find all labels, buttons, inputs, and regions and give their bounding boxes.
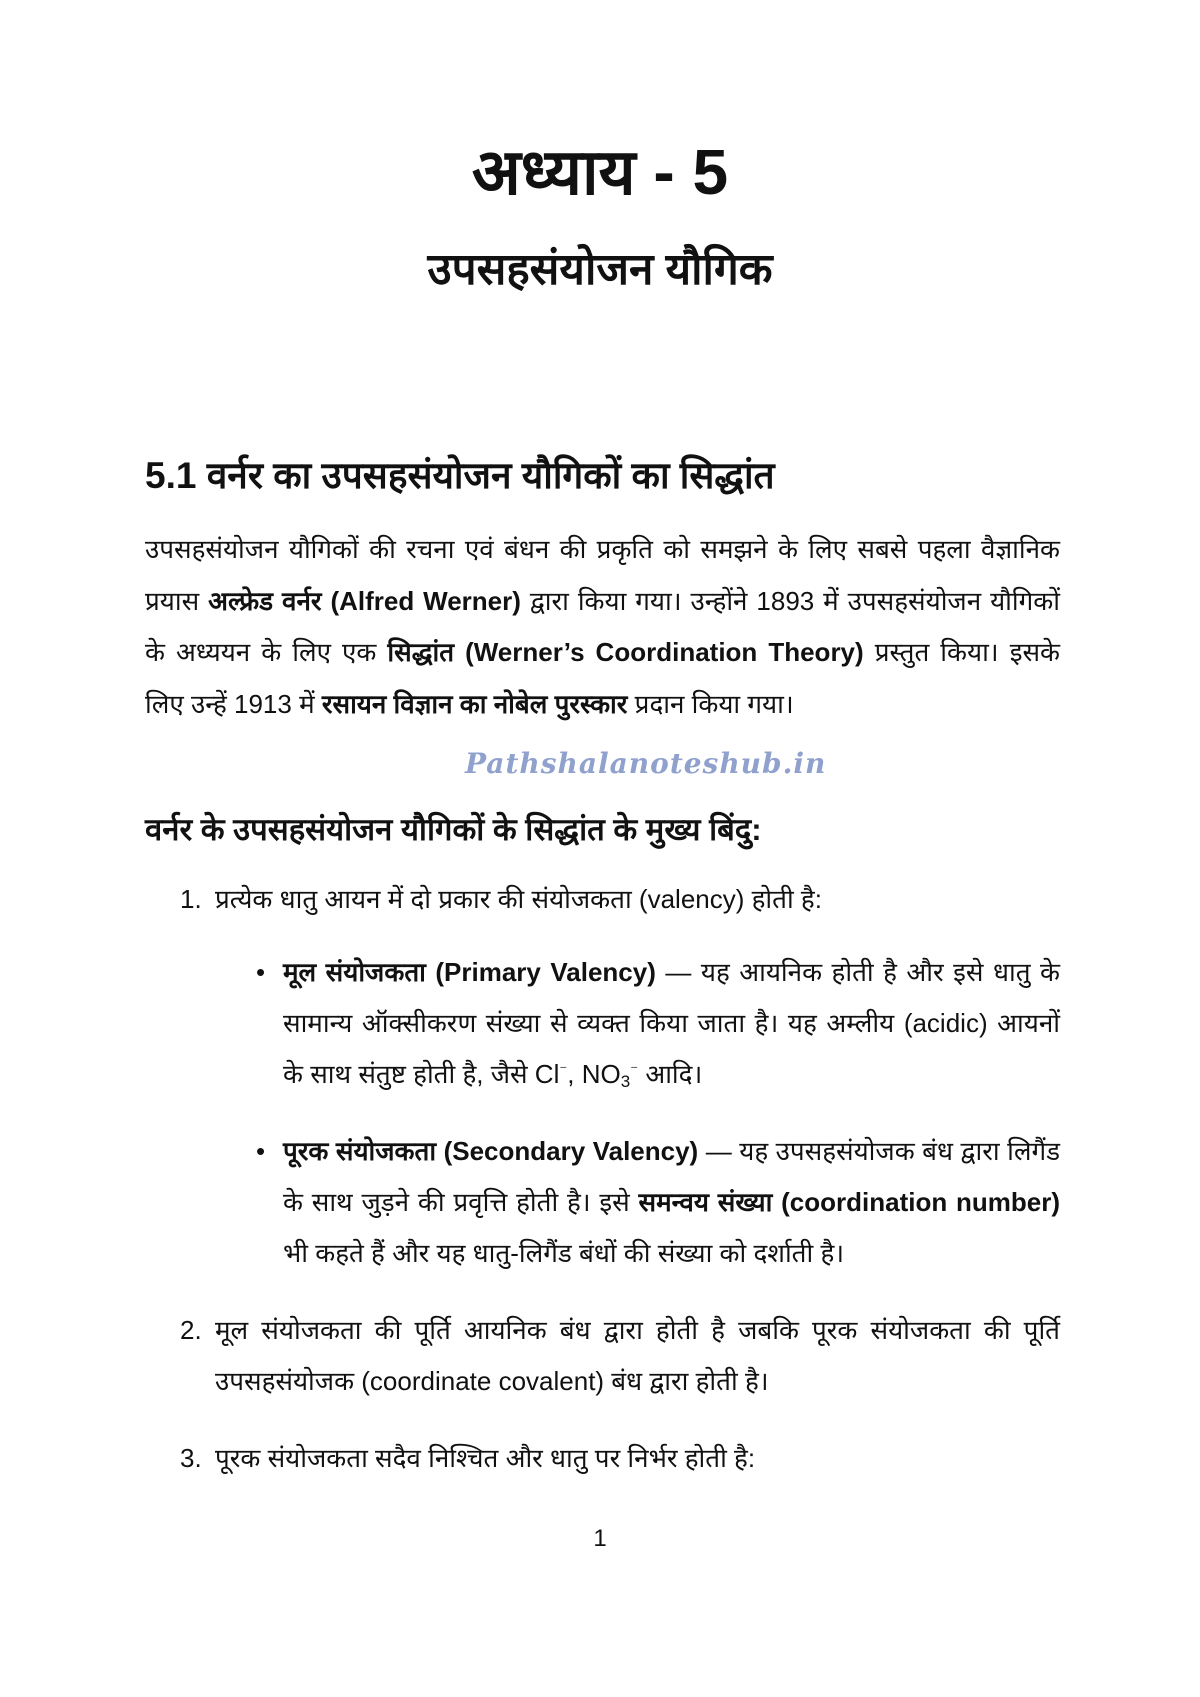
intro-text: प्रस्तुत किया। इसके लिए उन्हें 1913 में — [145, 637, 1061, 719]
bullet-icon: • — [256, 957, 266, 987]
points-heading: वर्नर के उपसहसंयोजन यौगिकों के सिद्धांत के मुख्य बिंदु: — [145, 812, 762, 847]
list-text: मूल संयोजकता की पूर्ति आयनिक बंध द्वारा होती है जबकि पूरक संयोजकता की पूर्ति उपसहसंयोजक (coordinate covalent) बंध द्वारा होती है। — [215, 1315, 1060, 1396]
watermark-row — [145, 736, 1060, 796]
intro-text: द्वारा किया गया। उन्होंने 1893 में उपसहसंयोजन यौगिकों के अध्ययन के लिए एक — [145, 585, 1060, 667]
bullet-icon: • — [256, 1136, 266, 1166]
bullet-text — [283, 947, 1060, 1100]
list-item — [145, 1433, 1060, 1484]
bullet-body: — यह उपसहसंयोजक बंध द्वारा लिगैंड के साथ जुड़ने की प्रवृत्ति होती है। इसे — [283, 1136, 1061, 1217]
bullet-body: भी कहते हैं और यह धातु-लिगैंड बंधों की संख्या को दर्शाती है। — [283, 1238, 845, 1268]
charge: ⁻ — [630, 1062, 639, 1079]
chapter-subtitle: उपसहसंयोजन यौगिक — [427, 245, 773, 294]
list-item — [145, 1305, 1060, 1407]
list-number: 1. — [180, 884, 202, 914]
intro-bold-nobel: रसायन विज्ञान का नोबेल पुरस्कार — [321, 688, 628, 719]
bullet-bold: समन्वय संख्या (coordination number) — [638, 1187, 1060, 1217]
list-number: 3. — [180, 1443, 202, 1473]
subscript: 3 — [620, 1072, 631, 1091]
intro-paragraph — [145, 524, 1060, 730]
bullet-body: — यह आयनिक होती है और इसे धातु के सामान्य ऑक्सीकरण संख्या से व्यक्त किया जाता है। यह अम्लीय (acidic) आयनों के साथ संतुष्ट होती है, जैसे Cl — [283, 957, 1061, 1089]
intro-bold-theory: सिद्धांत (Werner’s Coordination Theory) — [387, 637, 864, 667]
bullet-bold: मूल संयोजकता (Primary Valency) — [283, 957, 656, 987]
bullet-bold: पूरक संयोजकता (Secondary Valency) — [283, 1136, 699, 1166]
page-number: 1 — [593, 1525, 607, 1552]
list-number: 2. — [180, 1315, 202, 1345]
list-text: प्रत्येक धातु आयन में दो प्रकार की संयोजकता (valency) होती है: — [215, 884, 822, 914]
bullet-body: आदि। — [638, 1059, 703, 1089]
bullet-item — [145, 947, 1060, 1100]
list-text: पूरक संयोजकता सदैव निश्चित और धातु पर निर्भर होती है: — [215, 1443, 756, 1473]
intro-text: प्रदान किया गया। — [627, 688, 794, 719]
bullet-text — [283, 1126, 1060, 1279]
intro-bold-werner: अल्फ्रेड वर्नर (Alfred Werner) — [208, 585, 521, 616]
bullet-item — [145, 1126, 1060, 1279]
section-heading: 5.1 वर्नर का उपसहसंयोजन यौगिकों का सिद्धांत — [145, 455, 775, 496]
intro-text: उपसहसंयोजन यौगिकों की रचना एवं बंधन की प्रकृति को समझने के लिए सबसे पहला वैज्ञानिक प्रयास — [145, 534, 1060, 616]
chapter-title: अध्याय - 5 — [471, 136, 729, 208]
bullet-body: , NO — [567, 1059, 621, 1089]
charge: ⁻ — [559, 1062, 568, 1079]
list-item — [145, 874, 1060, 925]
watermark: Pathshalanoteshub.in — [465, 747, 827, 780]
